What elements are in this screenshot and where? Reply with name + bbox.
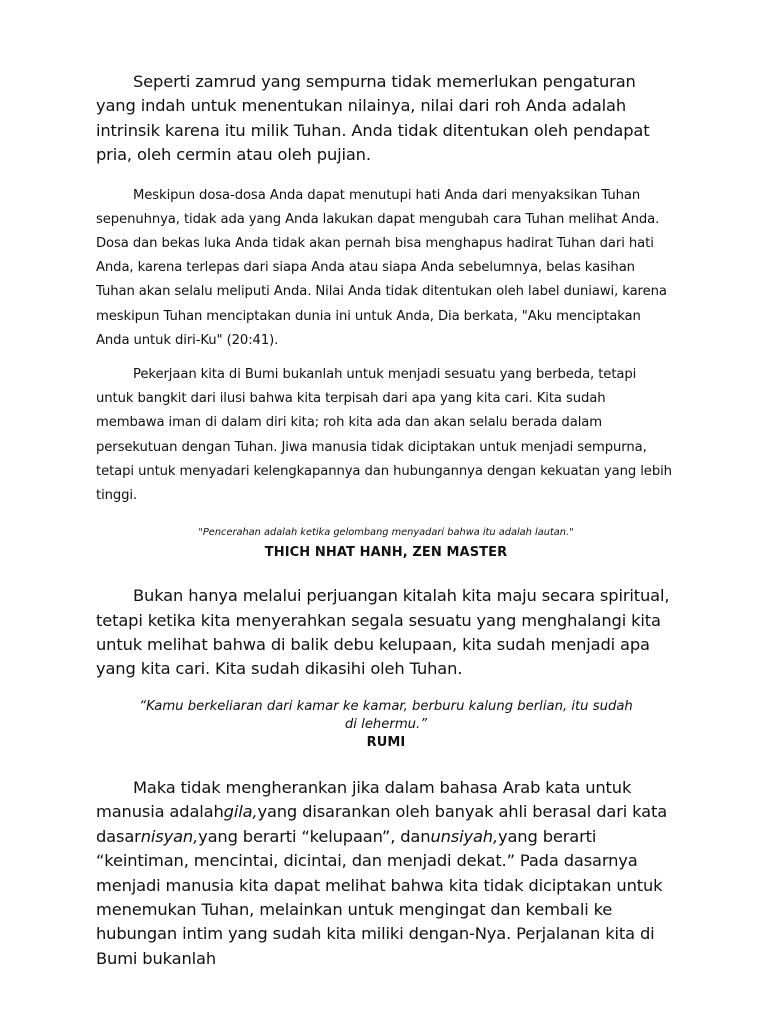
quote-author-thich-nhat-hanh: THICH NHAT HANH, ZEN MASTER (264, 545, 508, 561)
text-segment: yang berarti “keintiman, mencintai, dicintai, dan menjadi dekat.” Pada dasarnya menjadi manusia kita dapat melihat bahwa kita tidak diciptakan untuk menemukan Tuhan, melainkan untuk mengingat dan kembali ke hubungan intim yang sudah kita miliki dengan-Nya. Perjalanan kita di Bumi bukanlah (96, 826, 663, 968)
quote-author-rumi: RUMI (366, 734, 406, 750)
text-segment: yang disarankan oleh banyak ahli berasal dari kata dasar (96, 802, 668, 846)
paragraph-work-on-earth: Pekerjaan kita di Bumi bukanlah untuk menjadi sesuatu yang berbeda, tetapi untuk bangkit dari ilusi bahwa kita terpisah dari apa yang kita cari. Kita sudah membawa iman di dalam diri kita; roh kita ada dan akan selalu berada dalam persekutuan dengan Tuhan. Jiwa manusia tidak diciptakan untuk menjadi sempurna, tetapi untuk menyadari kelengkapannya dan hubungannya dengan kekuatan yang lebih tinggi. (96, 367, 672, 504)
quote-enlightenment: "Pencerahan adalah ketika gelombang menyadari bahwa itu adalah lautan." (198, 527, 574, 539)
term-gila: gila, (223, 802, 258, 822)
quote-diamond-necklace: “Kamu berkeliaran dari kamar ke kamar, berburu kalung berlian, itu sudah di lehermu.” (139, 698, 633, 732)
term-nisyan: nisyan, (140, 826, 199, 846)
term-unsiyah: unsiyah, (430, 826, 498, 846)
text-segment: Maka tidak mengherankan jika dalam bahasa Arab kata untuk manusia adalah (96, 777, 632, 822)
paragraph-arabic-word-human (96, 776, 676, 971)
paragraph-intrinsic-value: Seperti zamrud yang sempurna tidak memerlukan pengaturan yang indah untuk menentukan nilainya, nilai dari roh Anda adalah intrinsik karena itu milik Tuhan. Anda tidak ditentukan oleh pendapat pria, oleh cermin atau oleh pujian. (96, 72, 650, 165)
document-page (96, 70, 676, 971)
text-segment: yang berarti “kelupaan”, dan (198, 826, 431, 846)
paragraph-sins-and-mercy: Meskipun dosa-dosa Anda dapat menutupi hati Anda dari menyaksikan Tuhan sepenuhnya, tidak ada yang Anda lakukan dapat mengubah cara Tuhan melihat Anda. Dosa dan bekas luka Anda tidak akan pernah bisa menghapus hadirat Tuhan dari hati Anda, karena terlepas dari siapa Anda atau siapa Anda sebelumnya, belas kasihan Tuhan akan selalu meliputi Anda. Nilai Anda tidak ditentukan oleh label duniawi, karena meskipun Tuhan menciptakan dunia ini untuk Anda, Dia berkata, "Aku menciptakan Anda untuk diri-Ku" (20:41). (96, 187, 667, 348)
paragraph-spiritual-progress: Bukan hanya melalui perjuangan kitalah kita maju secara spiritual, tetapi ketika kita menyerahkan segala sesuatu yang menghalangi kita untuk melihat bahwa di balik debu kelupaan, kita sudah menjadi apa yang kita cari. Kita sudah dikasihi oleh Tuhan. (96, 586, 670, 679)
